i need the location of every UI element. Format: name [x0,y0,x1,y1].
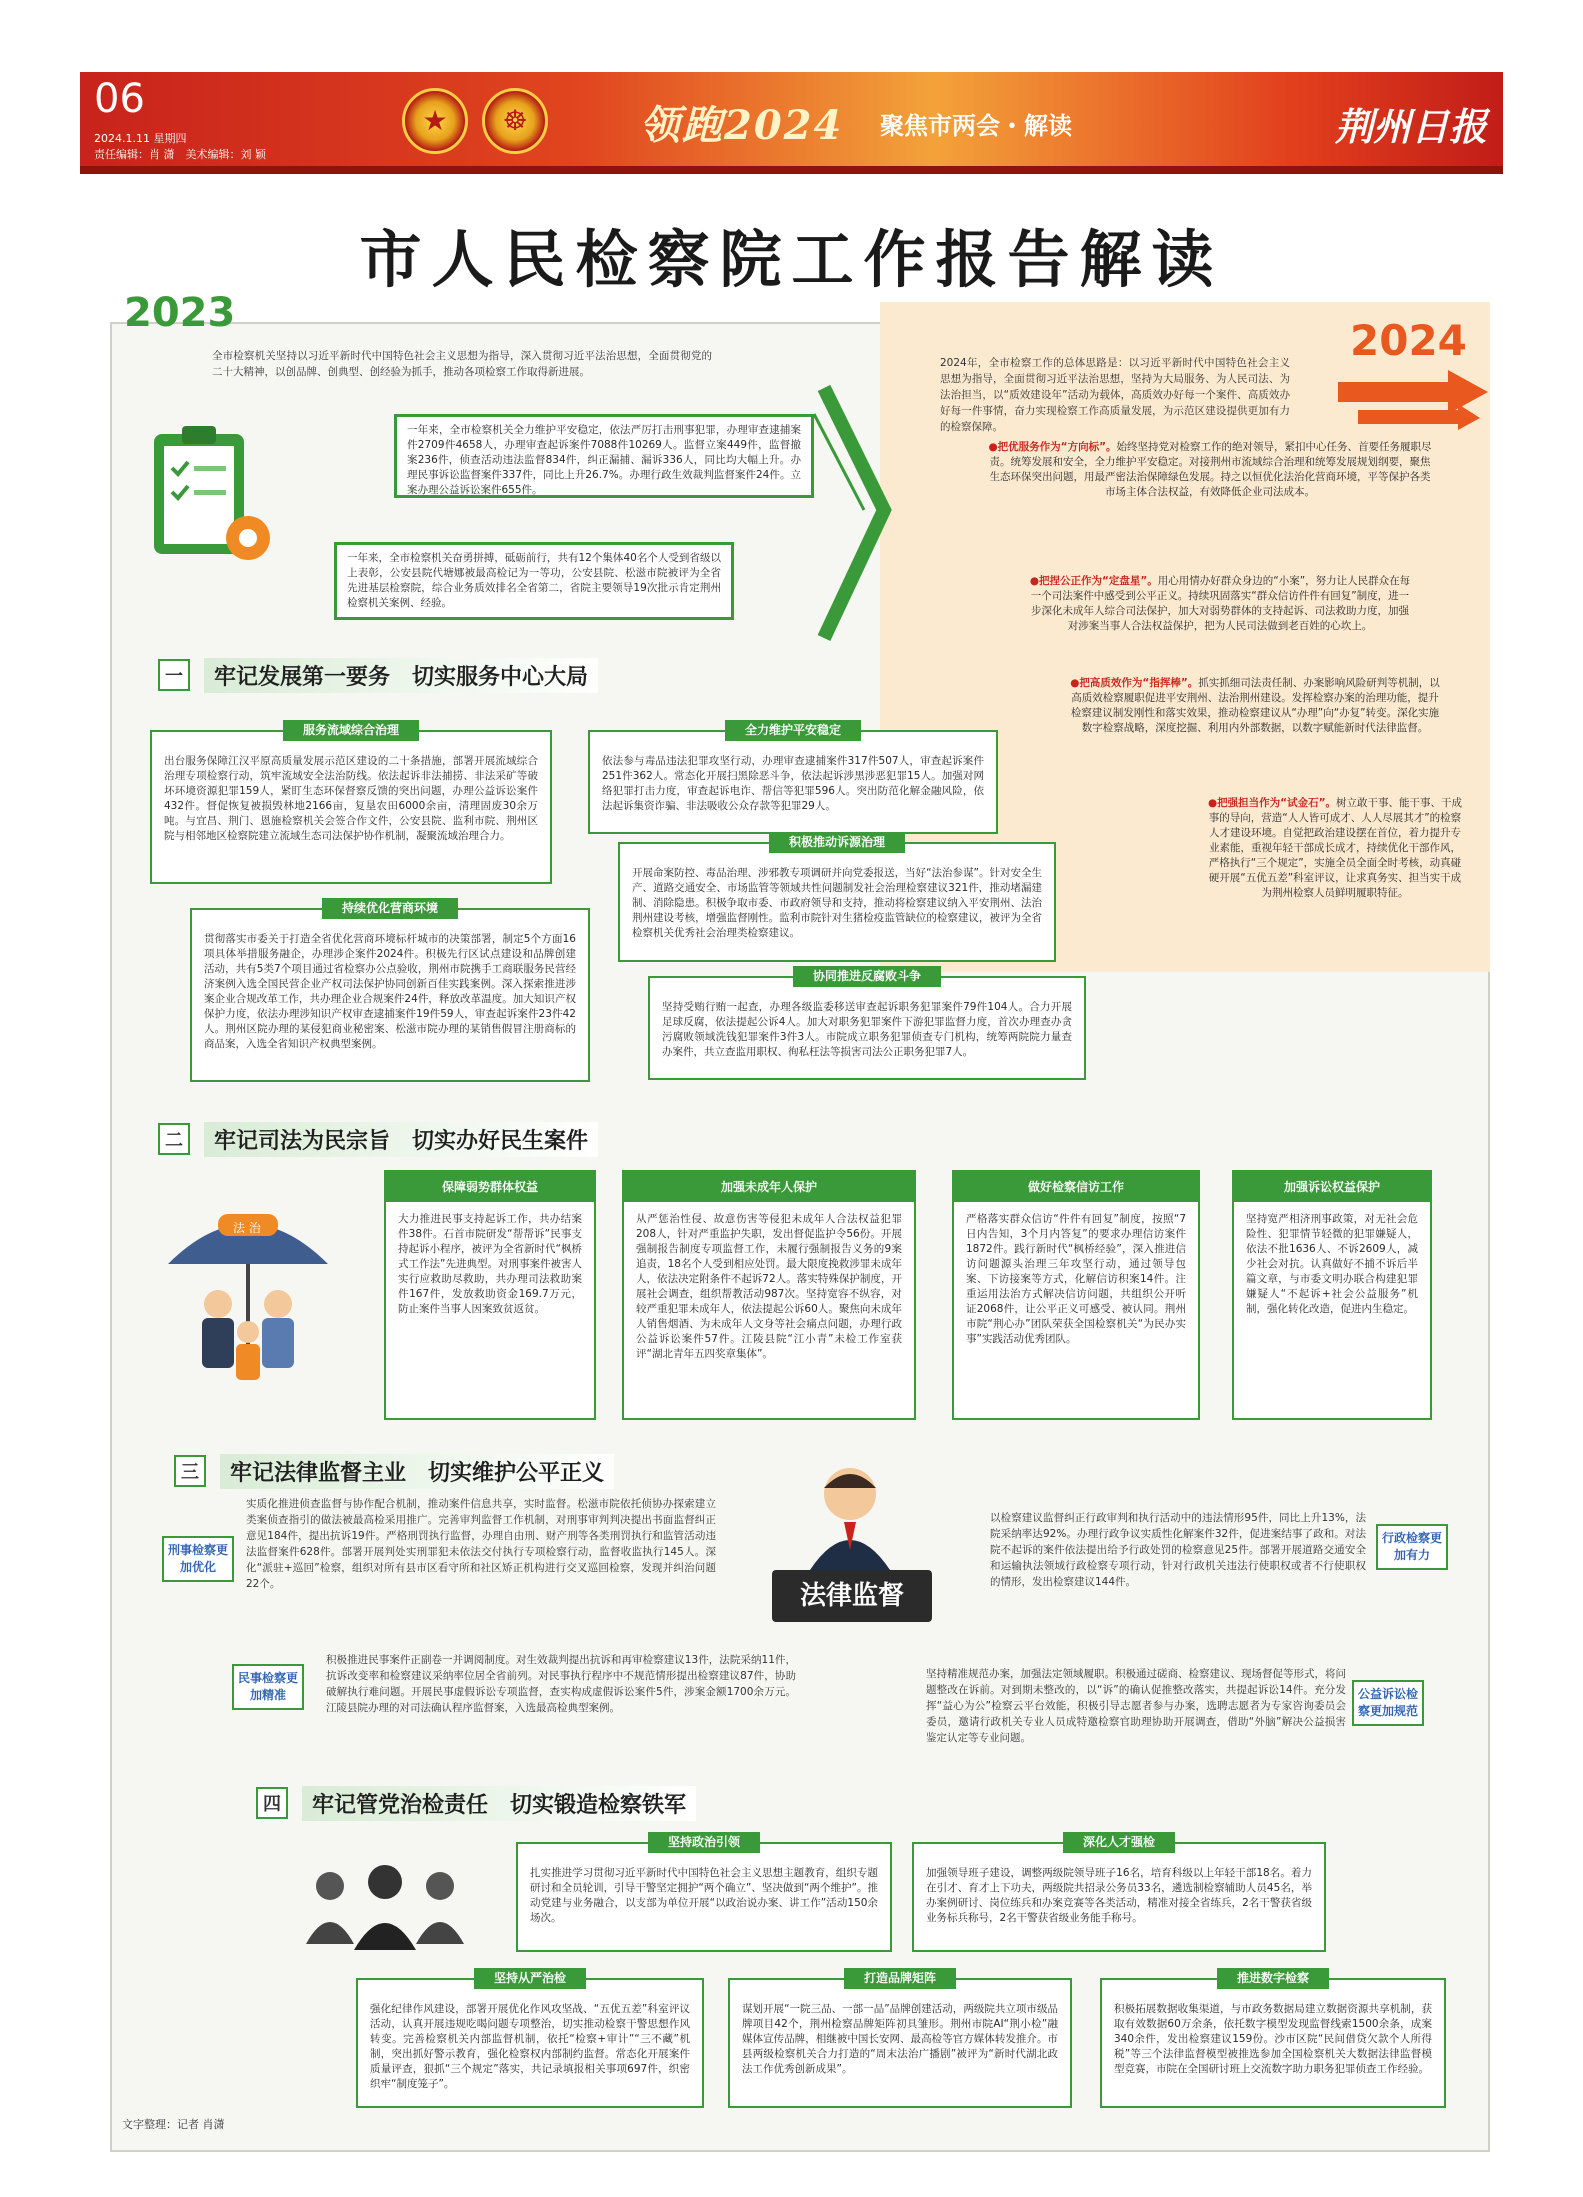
section-number: 一 [158,659,190,691]
box-tag: 服务流域综合治理 [283,720,419,741]
banner-slogan: 领跑2024 [640,102,844,149]
umbrella-rule-of-law-icon [158,1194,338,1394]
goal-item-1 [980,434,1440,506]
col-body: 严格落实群众信访“件件有回复”制度，按照“7日内告知，3个月内答复”的要求办理信访案件1872件。践行新时代“枫桥经验”，深入推进信访问题源头治理三年攻坚行动，通过领导包案、下访接案等方式，化解信访积案14件。注重运用法治方式解决信访问题，共组织公开听证2068件，让公平正义可感受、被认同。荆州市院“荆心办”团队荣获全国检察机关“为民办实事”实践活动优秀团队。 [966,1213,1186,1345]
summary-box-2023-1: 一年来，全市检察机关全力维护平安稳定，依法严厉打击刑事犯罪，办理审查逮捕案件2709件4658人，办理审查起诉案件7088件10269人。监督立案449件，监督撤案236件，侦查活动违法监督834件，纠正漏捕、漏诉336人，同比均大幅上升。办理民事诉讼监督案件337件，同比上升26.7%。办理行政生效裁判监督案件24件。立案办理公益诉讼案件655件。 [394,414,814,498]
label-criminal-prosecution: 刑事检察更加优化 [162,1536,234,1582]
section-title: 牢记司法为民宗旨 切实办好民生案件 [204,1122,598,1157]
text-criminal-prosecution: 实质化推进侦查监督与协作配合机制，推动案件信息共享，实时监督。松滋市院依托侦协办探索建立类案侦查指引的做法被最高检采用推广。完善审判监督工作机制，对刑事审判判决提出书面监督纠正意见184件，提出抗诉19件。严格刑罚执行监督，办理自由刑、财产刑等各类刑罚执行和监管活动违法监督案件628件。部署开展判处实刑罪犯未依法交付执行专项检察行动，监督收监执行145人。深化“派驻+巡回”检察，组织对所有县市区看守所和社区矫正机构进行交叉巡回检察，发现并纠治问题22个。 [246,1498,716,1590]
summary-box-2023-2: 一年来，全市检察机关奋勇拼搏，砥砺前行，共有12个集体40名个人受到省级以上表彰，公安县院代塘娜被最高检记为一等功，公安县院、松滋市院被评为全省先进基层检察院，综合业务质效排名全省第二，省院主要领导19次批示肯定荆州检察机关案例、经验。 [334,542,734,620]
goal-item-1-text: 始终坚持党对检察工作的绝对领导，紧扣中心任务、首要任务履职尽责。统筹发展和安全，全力维护平安稳定。对接荆州市流域综合治理和统筹发展规划纲要，聚焦生态环保突出问题，用最严密法治保障绿色发展。持之以恒优化法治化营商环境，平等保护各类市场主体合法权益，有效降低企业司法成本。 [989,441,1432,498]
page-title: 市人民检察院工作报告解读 [359,223,1224,296]
col-minor-protection [622,1170,916,1420]
box-text: 积极拓展数据收集渠道，与市政务数据局建立数据资源共享机制，获取有效数据60万余条，依托数字模型发现监督线索1500余条，成案340余件，发出检察建议159份。沙市区院“民间借贷欠款个人所得税”等三个法律监督模型被推选参加全国检察机关大数据法律监督模型竞赛，市院在全国研讨班上交流数字助力职务犯罪侦查工作经验。 [1114,2003,1432,2075]
box-tag: 打造品牌矩阵 [844,1968,956,1989]
box-tag: 坚持政治引领 [648,1832,760,1853]
section-number: 三 [174,1455,206,1487]
col-body: 从严惩治性侵、故意伤害等侵犯未成年人合法权益犯罪208人，针对严重监护失职，发出督促监护令56份。开展强制报告制度专项监督工作，未履行强制报告义务的9案追责，18名个人受到相应处罚。最大限度挽救涉罪未成年人，依法决定附条件不起诉72人。落实特殊保护制度，开展社会调查，组织帮教活动987次。坚持宽容不纵容，对较严重犯罪未成年人，依法提起公诉60人。聚焦向未成年人销售烟酒、为未成年人文身等社会痛点问题，办理行政公益诉讼案件57件。江陵县院“江小青”未检工作室获评“湖北青年五四奖章集体”。 [636,1213,902,1360]
section-header-1 [158,656,598,694]
col-head: 加强未成年人保护 [624,1172,914,1202]
label-public-interest: 公益诉讼检察更加规范 [1352,1680,1424,1726]
text-civil-prosecution: 积极推进民事案件正副卷一并调阅制度。对生效裁判提出抗诉和再审检察建议13件，法院采纳11件，抗诉改变率和检察建议采纳率位居全省前列。对民事执行程序中不规范情形提出检察建议87件，协助破解执行难问题。开展民事虚假诉讼专项监督，查实构成虚假诉讼案件5件，涉案金额1700余万元。江陵县院办理的对司法确认程序监督案，入选最高检典型案例。 [326,1654,796,1714]
newspaper-logo: 荆州日报 [1334,104,1487,149]
arrow-right-icon [1338,370,1488,430]
box-tag: 积极推动诉源治理 [769,832,905,853]
section-title: 牢记法律监督主业 切实维护公平正义 [220,1454,614,1489]
box-tag: 坚持从严治检 [474,1968,586,1989]
clipboard-gear-icon [148,420,278,570]
page-number: 06 [94,76,145,122]
legal-supervision-badge: 法律监督 [772,1570,932,1622]
box-brand-matrix [728,1971,1072,2108]
box-business-env [190,901,590,1082]
box-political-leadership [516,1835,892,1952]
box-text: 强化纪律作风建设，部署开展优化作风攻坚战、“五优五差”科室评议活动，认真开展违规吃喝问题专项整治，切实推动检察干警思想作风转变。完善检察机关内部监督机制，依托“检察+审计”“三不藏”机制，突出抓好警示教育，强化检察权内部制约监督。常态化开展案件质量评查，狠抓“三个规定”落实，共记录填报相关事项697件，织密织牢“制度笼子”。 [370,2003,690,2090]
svg-text:法 治: 法 治 [233,1221,261,1235]
box-source-governance [618,835,1056,962]
box-talent [912,1835,1326,1952]
box-tag: 全力维护平安稳定 [725,720,861,741]
text-administrative-prosecution: 以检察建议监督纠正行政审判和执行活动中的违法情形95件，同比上升13%，法院采纳率达92%。办理行政争议实质性化解案件32件，促进案结事了政和。对法院不起诉的案件依法提出给予行政处罚的检察意见25件。部署开展道路交通安全和运输执法领域行政检察专项行动，针对行政机关违法行使职权或者不行使职权的情形，发出检察建议144件。 [990,1512,1366,1588]
box-text: 扎实推进学习贯彻习近平新时代中国特色社会主义思想主题教育，组织专题研讨和全员轮训，引导干警坚定拥护“两个确立”、坚决做到“两个维护”。推动党建与业务融合，以支部为单位开展“以政治说办案、讲工作”活动150余场次。 [530,1867,878,1924]
goal-item-4-text: 树立敢干事、能干事、干成事的导向，营造“人人皆可成才、人人尽展其才”的检察人才建设环境。自觉把政治建设摆在首位，着力提升专业素能，重视年轻干部成长成才，持续优化干部作风，严格执行“三个规定”，实施全员全面全时考核，动真碰硬开展“五优五差”科室评议，让求真务实、担当实干成为荆州检察人员鲜明履职特征。 [1208,797,1462,899]
section-header-3 [174,1452,614,1490]
goal-item-3-lead: ●把高质效作为“指挥棒”。 [1070,677,1199,689]
col-head: 保障弱势群体权益 [386,1172,594,1202]
col-head: 加强诉讼权益保护 [1234,1172,1430,1202]
col-body: 大力推进民事支持起诉工作，共办结案件38件。石首市院研发“帮帮诉”民事支持起诉小程序，被评为全省新时代“枫桥式工作法”先进典型。对刑事案件被害人实行应救助尽救助，共办理司法救助案件167件，发放救助资金169.7万元，防止案件当事人因案致贫返贫。 [398,1213,582,1315]
box-text: 依法参与毒品违法犯罪攻坚行动，办理审查逮捕案件317件507人，审查起诉案件251件362人。常态化开展扫黑除恶斗争，依法起诉涉黑涉恶犯罪15人。加强对网络犯罪打击力度，审查起诉电诈、帮信等犯罪596人。突出防范化解金融风险，依法起诉集资诈骗、非法吸收公众存款等犯罪29人。 [602,755,984,812]
col-vulnerable-groups [384,1170,596,1420]
chevron-right-icon [714,380,894,660]
goal-item-2 [1020,568,1420,640]
editor-credits: 责任编辑：肖 潇 美术编辑：刘 颖 [94,148,266,161]
issue-date: 2024.1.11 星期四 [94,132,187,145]
year-2024-label: 2024 [1350,316,1467,365]
section-title: 牢记管党治检责任 切实锻造检察铁军 [302,1786,696,1821]
box-text: 贯彻落实市委关于打造全省优化营商环境标杆城市的决策部署，制定5个方面16项具体举措服务融企，办理涉企案件2024件。积极先行区试点建设和品牌创建活动，共有5类7个项目通过省检察办公点验收，荆州市院携手工商联服务民营经济案例入选全国民营企业产权司法保护协同创新百佳实践案例。深入探索推进涉案企业合规改革工作，共办理企业合规案件24件，释放改革温度。加大知识产权保护力度，依法办理涉知识产权审查逮捕案件19件59人，审查起诉案件23件42人。荆州区院办理的某侵犯商业秘密案、松滋市院办理的某销售假冒注册商标的商品案，入选全省知识产权典型案例。 [204,933,576,1050]
section-number: 二 [158,1123,190,1155]
prosecutor-figure-icon [790,1460,910,1570]
label-administrative-prosecution: 行政检察更加有力 [1376,1524,1448,1570]
col-body: 坚持宽严相济刑事政策，对无社会危险性、犯罪情节轻微的犯罪嫌疑人，依法不批1636人、不诉2609人，减少社会对抗。认真做好不捕不诉后半篇文章，与市委文明办联合构建犯罪嫌疑人“不起诉+社会公益服务”机制，强化转化改造，促进内生稳定。 [1246,1213,1418,1315]
label-civil-prosecution: 民事检察更加精准 [232,1664,304,1710]
section-title: 牢记发展第一要务 切实服务中心大局 [204,658,598,693]
goal-item-4-lead: ●把强担当作为“试金石”。 [1208,797,1336,809]
col-petition-work [952,1170,1200,1420]
header-banner [80,72,1503,174]
box-text: 加强领导班子建设，调整两级院领导班子16名，培育科级以上年轻干部18名。着力在引才、育才上下功夫，两级院共招录公务员33名，遴选制检察辅助人员45名，举办案例研讨、岗位练兵和办案竞赛等各类活动，精准对接全省练兵，2名干警获省级业务标兵称号，2名干警获省级业务能手称号。 [926,1867,1312,1924]
section-header-4 [256,1784,696,1822]
box-safety [588,723,998,834]
team-people-icon [290,1860,480,1950]
goal-item-2-lead: ●把捏公正作为“定盘星”。 [1029,575,1158,587]
goal-item-3 [1060,670,1450,742]
text-credit: 文字整理：记者 肖潇 [122,2118,225,2131]
box-text: 出台服务保障江汉平原高质量发展示范区建设的二十条措施，部署开展流域综合治理专项检察行动，筑牢流域安全法治防线。依法起诉非法捕捞、非法采矿等破坏环境资源犯罪159人，紧盯生态环保督察反馈的突出问题，办理公益诉讼案件432件。督促恢复被损毁林地2166亩，复垦农田6000余亩，清理固废30余万吨。与宜昌、荆门、恩施检察机关会签合作文件，公安县院、监利市院、荆州区院与相邻地区检察院建立流域生态司法保护协作机制，凝聚流域治理合力。 [164,755,538,842]
box-tag: 推进数字检察 [1217,1968,1329,1989]
box-text: 坚持受贿行贿一起查，办理各级监委移送审查起诉职务犯罪案件79件104人。合力开展足球反腐，依法提起公诉4人。加大对职务犯罪案件下游犯罪监督力度，首次办理查办贪污腐败领域洗钱犯罪案件3件3人。市院成立职务犯罪侦查专门机构，统筹两院院力量查办案件，共立查监用职权、徇私枉法等损害司法公正职务犯罪7人。 [662,1001,1072,1058]
section-header-2 [158,1120,598,1158]
column-title: 聚焦市两会・解读 [880,112,1072,140]
box-tag: 深化人才强检 [1063,1832,1175,1853]
cppcc-emblem-icon: ☸ [482,88,548,154]
text-public-interest: 坚持精准规范办案，加强法定领域履职。积极通过磋商、检察建议、现场督促等形式，将问题整改在诉前。对到期未整改的，以“诉”的确认促推整改落实，共提起诉讼14件。充分发挥“益心为公”检察云平台效能，积极引导志愿者参与办案，选聘志愿者为专家咨询委员会委员，邀请行政机关专业人员成特邀检察官助理协助开展调查，借助“外脑”解决公益损害鉴定认定等专业问题。 [926,1668,1346,1744]
intro-2023: 全市检察机关坚持以习近平新时代中国特色社会主义思想为指导，深入贯彻习近平法治思想，全面贯彻党的二十大精神，以创品牌、创典型、创经验为抓手，推动各项检察工作取得新进展。 [212,350,712,378]
col-head: 做好检察信访工作 [954,1172,1198,1202]
goal-item-2-text: 用心用情办好群众身边的“小案”，努力让人民群众在每一个司法案件中感受到公平正义。持续巩固落实“群众信访件件有回复”制度，进一步深化未成年人综合司法保护，加大对弱势群体的支持起诉、司法救助力度，加强对涉案当事人合法权益保护，把为人民司法做到老百姓的心坎上。 [1030,575,1411,632]
box-strict-governance [356,1971,704,2108]
banner-stripe [80,166,1503,174]
box-digital [1100,1971,1446,2108]
goal-item-4 [1200,790,1470,907]
box-tag: 持续优化营商环境 [322,898,458,919]
box-text: 谋划开展“一院三品、一部一品”品牌创建活动，两级院共立项市级品牌项目42个，荆州检察品牌矩阵初具雏形。荆州市院AI“荆小检”融媒体宣传品牌，相继被中国长安网、最高检等官方媒体转发推介。市县两级检察机关合力打造的“周末法治广播剧”被评为“新时代湖北政法工作优秀创新成果”。 [742,2003,1058,2075]
year-2023-label: 2023 [124,290,236,336]
goal-item-1-lead: ●把优服务作为“方向标”。 [988,441,1117,453]
intro-2024: 2024年，全市检察工作的总体思路是：以习近平新时代中国特色社会主义思想为指导，全面贯彻习近平法治思想，坚持为大局服务、为人民司法、为法治担当，以“质效建设年”活动为载体，高质效办好每一个案件、高质效办好每一件事情，奋力实现检察工作高质量发展，为示范区建设提供更加有力的检察保障。 [940,357,1290,433]
box-text: 开展命案防控、毒品治理、涉邪教专项调研并向党委报送，当好“法治参谋”。针对安全生产、道路交通安全、市场监管等领域共性问题制发社会治理检察建议321件，推动堵漏建制、消除隐患。积极争取市委、市政府领导和支持，推动将检察建议纳入平安荆州、法治荆州建设考核，增强监督刚性。监利市院针对生猪检疫监管缺位的检察建议，被评为全省检察机关优秀社会治理类检察建议。 [632,867,1042,939]
goal-item-3-text: 抓实抓细司法责任制、办案影响风险研判等机制，以高质效检察履职促进平安荆州、法治荆州建设。发挥检察办案的治理功能，提升检察建议制发刚性和落实效果，推动检察建议从“办理”向“办复”转变。深化实施数字检察战略，深度挖掘、利用内外部数据，以数字赋能新时代法律监督。 [1070,677,1440,734]
box-watershed [150,723,552,884]
box-anti-corruption [648,969,1086,1080]
section-number: 四 [256,1787,288,1819]
col-litigation-rights [1232,1170,1432,1420]
box-tag: 协同推进反腐败斗争 [793,966,941,987]
national-emblem-icon: ★ [402,88,468,154]
